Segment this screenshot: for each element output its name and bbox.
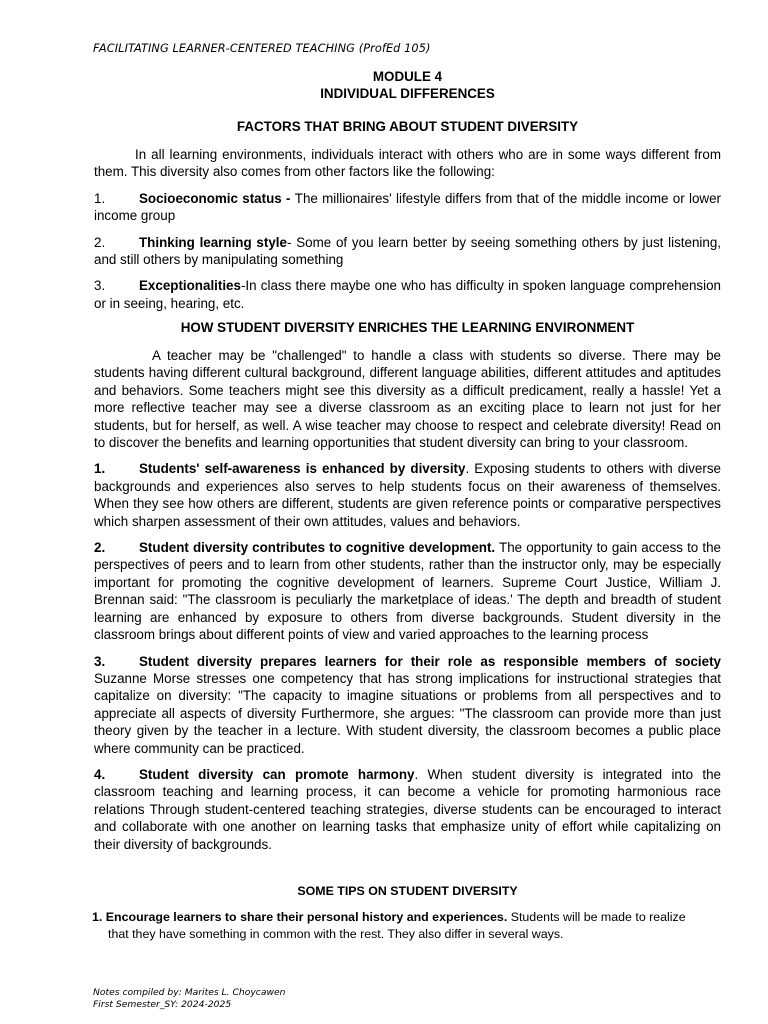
- list-item: 1. Students' self-awareness is enhanced by diversity. Exposing students to others with diverse backgrounds and experiences also serves to help students focus on their awareness of themselves. When they see how others are different, students are given reference points or comparative perspectives which sharpen assessment of their own attitudes, values and behaviors.: [94, 461, 721, 529]
- module-title: INDIVIDUAL DIFFERENCES: [320, 86, 495, 101]
- list-item: 1. Encourage learners to share their personal history and experiences. Students will be made to realize: [92, 910, 686, 924]
- module-number: MODULE 4: [372, 69, 443, 84]
- list-item: 2. Student diversity contributes to cognitive development. The opportunity to gain access to the perspectives of peers and to learn from other students, rather than the instructor only, may be especially important for promoting the cognitive development of learners. Supreme Court Justice, William J. Brennan said: "The classroom is peculiarly the marketplace of ideas.' The depth and breadth of student learning are enhanced by exposure to others from diverse backgrounds. Student diversity in the classroom brings about different points of view and varied approaches to the learning process: [94, 540, 721, 643]
- section-factors-body: [94, 146, 721, 312]
- item-term: Student diversity can promote harmony: [139, 766, 415, 782]
- list-item: 4. Student diversity can promote harmony. When student diversity is integrated into the classroom teaching and learning process, it can become a vehicle for promoting harmonious race relations Through student-centered teaching strategies, diverse students can be encouraged to interact and collaborate with one another on learning tasks that emphasize unity of effort while capitalizing on their diversity of backgrounds.: [94, 766, 722, 852]
- item-term: Thinking learning style: [139, 234, 287, 250]
- item-term: Student diversity contributes to cognitive development.: [139, 540, 496, 556]
- item-term: Student diversity prepares learners for their role as responsible members of society: [139, 653, 721, 669]
- item-term: Students' self-awareness is enhanced by diversity: [139, 461, 466, 477]
- section-heading-enriches: HOW STUDENT DIVERSITY ENRICHES THE LEARNING ENVIRONMENT: [180, 320, 635, 335]
- enriches-intro: A teacher may be "challenged" to handle a class with students so diverse. There may be students having different cultural background, different language abilities, different attitudes and aptitudes and behaviors. Some teachers might see this diversity as a difficult predicament, really a hassle! Yet a more reflective teacher may see a diverse classroom as an exciting place to learn not just for her students, but for herself, as well. A wise teacher may choose to respect and celebrate diversity! Read on to discover the benefits and learning opportunities that student diversity can bring to your classroom.: [94, 348, 721, 451]
- list-item: 3. Student diversity prepares learners for their role as responsible members of society Suzanne Morse stresses one competency that has strong implications for instructional strategies that capitalize on diversity: "The capacity to imagine situations or problems from all perspectives and to appreciate all aspects of diversity Furthermore, she argues: "The classroom can provide more than just theory given by the teacher in a lecture. With student diversity, the classroom becomes a public place where community can be practiced.: [94, 653, 721, 756]
- factors-intro: In all learning environments, individuals interact with others who are in some ways different from them. This diversity also comes from other factors like the following:: [94, 147, 721, 180]
- list-item: 1. Socioeconomic status - The millionaires' lifestyle differs from that of the middle income or lower income group: [94, 190, 721, 224]
- tips-list: [92, 909, 732, 942]
- footer-notes: [93, 987, 285, 1010]
- list-item: 3. Exceptionalities-In class there maybe one who has difficulty in spoken language comprehension or in seeing, hearing, etc.: [94, 278, 721, 311]
- section-heading-tips: SOME TIPS ON STUDENT DIVERSITY: [297, 884, 518, 898]
- footer-semester: First Semester_SY: 2024-2025: [93, 998, 232, 1010]
- item-term: Socioeconomic status -: [139, 190, 295, 206]
- item-term: Encourage learners to share their personal history and experiences.: [105, 910, 508, 924]
- section-enriches-body: [94, 347, 721, 853]
- course-header: FACILITATING LEARNER-CENTERED TEACHING (ProfEd 105): [93, 42, 431, 55]
- module-heading: [94, 68, 721, 102]
- footer-compiler: Notes compiled by: Marites L. Choycawen: [93, 987, 286, 998]
- list-item: 2. Thinking learning style- Some of you learn better by seeing something others by just listening, and still others by manipulating something: [94, 234, 721, 268]
- tip-continuation: that they have something in common with the rest. They also differ in several ways.: [108, 926, 564, 941]
- section-heading-factors: FACTORS THAT BRING ABOUT STUDENT DIVERSITY: [236, 119, 579, 134]
- item-term: Exceptionalities: [139, 278, 241, 294]
